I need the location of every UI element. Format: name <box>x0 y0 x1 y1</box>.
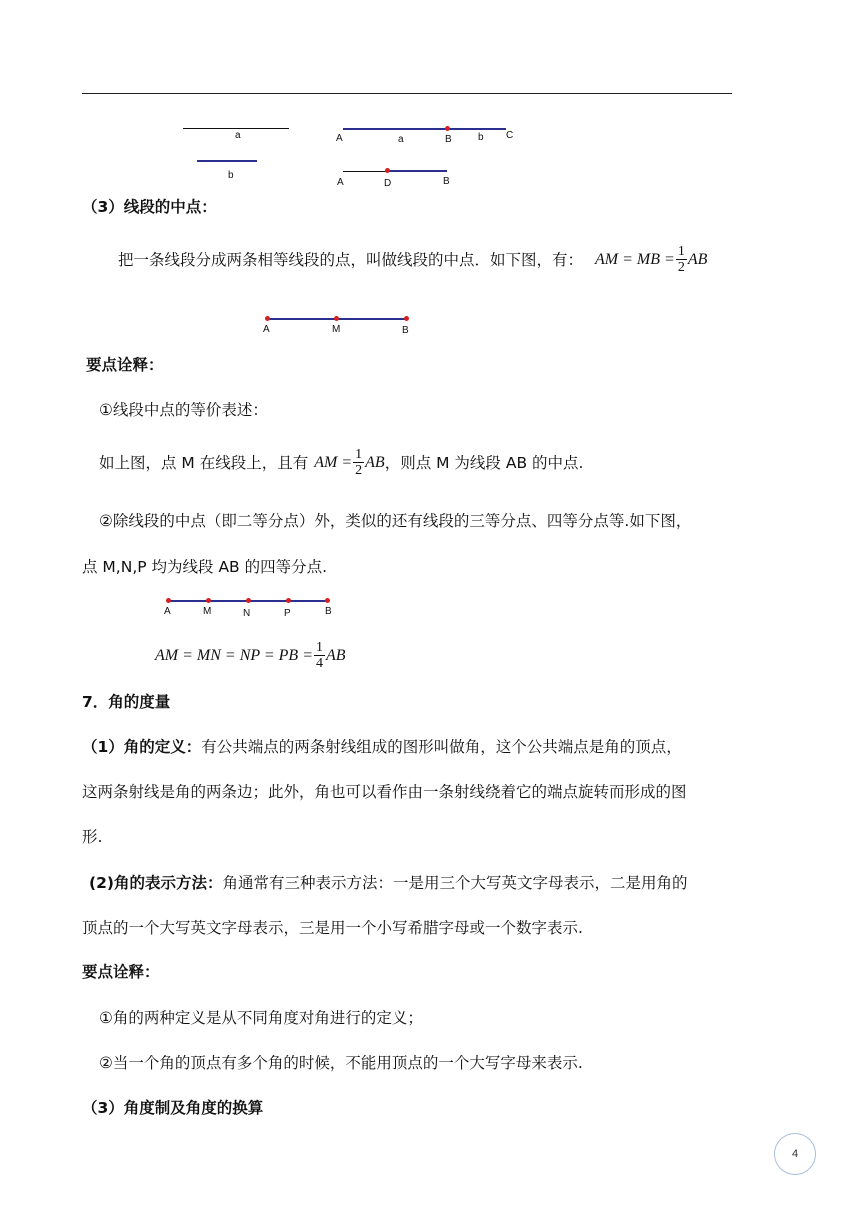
detail-pre: 如上图，点 M 在线段上，且有 <box>99 453 309 472</box>
label-A: A <box>336 133 343 144</box>
fraction-numerator: 1 <box>316 640 323 655</box>
fraction-numerator: 1 <box>677 244 685 259</box>
quarter-fraction <box>314 640 325 671</box>
section-3-title: （3）线段的中点： <box>82 198 217 216</box>
angle-representation-line-2: 顶点的一个大写英文字母表示，三是用一个小写希腊字母或一个数字表示. <box>82 919 583 937</box>
angle-representation-text-1: 角通常有三种表示方法：一是用三个大写英文字母表示，二是用角的 <box>222 874 688 892</box>
point-a <box>265 316 270 321</box>
label-M: M <box>203 606 212 617</box>
notes-2-item-2: ②当一个角的顶点有多个角的时候，不能用顶点的一个大写字母来表示. <box>99 1054 583 1072</box>
angle-definition-line-1 <box>82 737 682 757</box>
detail-formula-left: AM = <box>314 453 353 471</box>
segment-db <box>388 170 447 172</box>
notes-1-item-2-line-2: 点 M,N,P 均为线段 AB 的四等分点. <box>82 558 328 576</box>
angle-representation-label: (2)角的表示方法： <box>89 874 223 892</box>
point-m <box>334 316 339 321</box>
section-7-title: 7．角的度量 <box>82 693 171 711</box>
point-d <box>385 168 390 173</box>
notes-2-item-1: ①角的两种定义是从不同角度对角进行的定义； <box>99 1009 423 1027</box>
notes-1-item-1: ①线段中点的等价表述： <box>99 401 268 419</box>
label-A: A <box>164 606 171 617</box>
point-b <box>325 598 330 603</box>
segment-ac <box>343 128 506 130</box>
point-n <box>246 598 251 603</box>
point-p <box>286 598 291 603</box>
header-rule <box>82 93 732 94</box>
label-B2: B <box>443 176 450 187</box>
label-a: a <box>235 130 241 141</box>
page-number: 4 <box>774 1133 816 1175</box>
label-D: D <box>384 178 392 189</box>
section-3b-title: （3）角度制及角度的换算 <box>82 1099 264 1117</box>
midpoint-formula-right: AB <box>687 250 708 268</box>
fraction-numerator: 1 <box>355 447 363 462</box>
midpoint-fraction <box>676 244 687 275</box>
angle-definition-text-1: 有公共端点的两条射线组成的图形叫做角，这个公共端点是角的顶点， <box>201 738 682 756</box>
label-C: C <box>506 130 514 141</box>
label-b: b <box>228 170 234 181</box>
angle-definition-line-3: 形. <box>82 828 103 846</box>
detail-fraction <box>353 447 364 478</box>
quarter-formula <box>155 640 346 671</box>
angle-representation-line-1 <box>89 873 687 893</box>
label-A: A <box>263 324 270 335</box>
fraction-denominator: 4 <box>316 656 323 671</box>
detail-post: ，则点 M 为线段 AB 的中点. <box>384 453 584 472</box>
angle-definition-line-2: 这两条射线是角的两条边；此外，角也可以看作由一条射线绕着它的端点旋转而形成的图 <box>82 783 687 801</box>
label-M: M <box>332 324 341 335</box>
notes-1-item-2-line-1: ②除线段的中点（即二等分点）外，类似的还有线段的三等分点、四等分点等.如下图， <box>99 512 692 530</box>
angle-definition-label: （1）角的定义： <box>82 738 202 756</box>
label-B: B <box>402 325 409 336</box>
point-m <box>206 598 211 603</box>
label-B: B <box>325 606 332 617</box>
segment-b <box>197 160 257 162</box>
quarter-formula-left: AM = MN = NP = PB = <box>155 646 313 664</box>
midpoint-definition <box>118 244 707 275</box>
notes-2-title: 要点诠释： <box>82 963 160 981</box>
label-B: B <box>445 134 452 145</box>
point-b <box>445 126 450 131</box>
fraction-denominator: 2 <box>677 260 685 275</box>
point-a <box>166 598 171 603</box>
label-A2: A <box>337 177 344 188</box>
label-b: b <box>478 132 484 143</box>
label-P: P <box>284 608 291 619</box>
fraction-denominator: 2 <box>355 463 363 478</box>
label-a: a <box>398 134 404 145</box>
midpoint-formula-left: AM = MB = <box>595 250 675 268</box>
label-N: N <box>243 608 251 619</box>
notes-1-item-1-detail <box>99 447 583 478</box>
quarter-formula-right: AB <box>326 646 346 664</box>
point-b <box>404 316 409 321</box>
midpoint-definition-text: 把一条线段分成两条相等线段的点，叫做线段的中点．如下图，有： <box>118 250 584 269</box>
detail-formula-right: AB <box>365 453 385 471</box>
notes-1-title: 要点诠释： <box>86 356 164 374</box>
segment-a <box>183 128 289 129</box>
